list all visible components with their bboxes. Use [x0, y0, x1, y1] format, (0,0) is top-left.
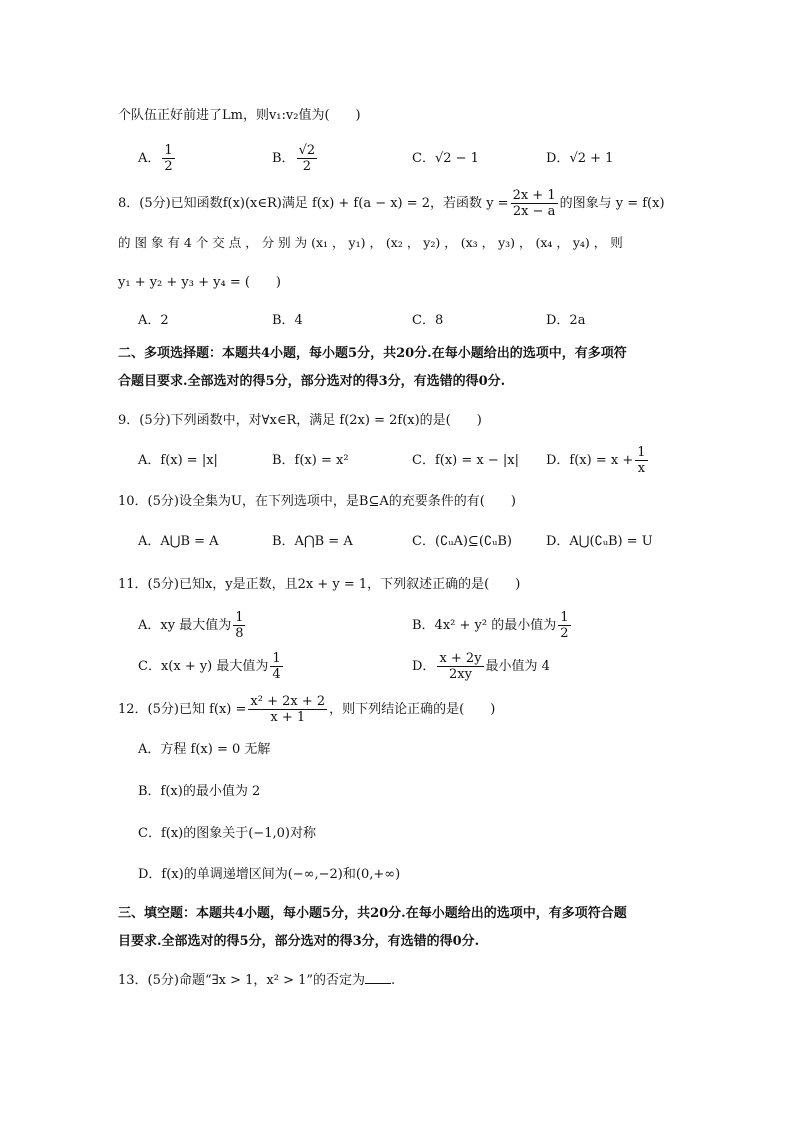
q13-stem: 13．(5分)命题“∃x > 1，x² > 1”的否定为 . — [118, 973, 396, 988]
q10-option-b: B．A⋂B = A — [272, 534, 353, 549]
q7-stem-tail: 个队伍正好前进了Lm，则v₁:v₂值为( ) — [118, 108, 361, 123]
q9-stem: 9．(5分)下列函数中，对∀x∈R，满足 f(2x) = 2f(x)的是( ) — [118, 413, 482, 428]
q9-option-d: D．f(x) = x + $\frac{1}{x}$ — [546, 445, 646, 476]
fraction: $\frac{1}{2}$ — [164, 143, 173, 174]
section3-heading-line2: 目要求.全部选对的得5分，部分选对的得3分，有选错的得0分. — [118, 934, 480, 949]
q11-stem: 11．(5分)已知x，y是正数，且2x + y = 1，下列叙述正确的是( ) — [118, 577, 521, 592]
q12-option-d: D．f(x)的单调递增区间为(−∞,−2)和(0,+∞) — [138, 867, 401, 882]
q8-stem-line3: y₁ + y₂ + y₃ + y₄ = ( ) — [118, 275, 281, 290]
fraction: $\frac{1}{x}$ — [637, 445, 646, 476]
fraction: $\frac{√2}{2}$ — [298, 143, 316, 174]
q9-option-b: B．f(x) = x² — [272, 453, 349, 468]
fraction: $\frac{x + 2y}{2xy}$ — [439, 651, 482, 682]
q10-option-a: A．A⋃B = A — [138, 534, 219, 549]
q10-stem: 10．(5分)设全集为U，在下列选项中，是B⊆A的充要条件的有( ) — [118, 494, 516, 509]
q11-option-d: D． $\frac{x + 2y}{2xy}$ 最小值为 4 — [412, 651, 550, 682]
q7-option-a: A． $\frac{1}{2}$ — [138, 143, 173, 174]
fraction: $\frac{1}{2}$ — [560, 610, 569, 641]
q12-stem: 12．(5分)已知 f(x) = $\frac{\text{x² + 2x + 2}}{x + 1}$ ，则下列结论正确的是( ) — [118, 694, 496, 725]
fraction: $\frac{1}{8}$ — [235, 610, 244, 641]
section2-heading-line2: 合题目要求.全部选对的得5分，部分选对的得3分，有选错的得0分. — [118, 374, 506, 389]
q8-option-b: B．4 — [272, 313, 303, 328]
answer-blank — [365, 971, 391, 984]
fraction: $\frac{1}{4}$ — [272, 651, 281, 682]
q7-option-c: C．√2 − 1 — [412, 151, 479, 166]
q8-option-c: C．8 — [412, 313, 444, 328]
q7-option-b: B． $\frac{√2}{2}$ — [272, 143, 316, 174]
q12-option-c: C．f(x)的图象关于(−1,0)对称 — [138, 826, 316, 841]
q9-option-c: C．f(x) = x − |x| — [412, 453, 519, 468]
q10-option-d: D．A⋃(∁ᵤB) = U — [546, 534, 653, 549]
section2-heading-line1: 二、多项选择题：本题共4小题，每小题5分，共20分.在每小题给出的选项中，有多项符 — [118, 346, 627, 361]
q11-option-b: B．4x² + y² 的最小值为 $\frac{1}{2}$ — [412, 610, 569, 641]
q11-option-c: C．x(x + y) 最大值为 $\frac{1}{4}$ — [138, 651, 281, 682]
q12-option-a: A．方程 f(x) = 0 无解 — [138, 742, 271, 757]
fraction: $\frac{\text{x² + 2x + 2}}{x + 1}$ — [250, 694, 326, 725]
q7-option-d: D．√2 + 1 — [546, 151, 614, 166]
q9-option-a: A．f(x) = |x| — [138, 453, 218, 468]
section3-heading-line1: 三、填空题：本题共4小题，每小题5分，共20分.在每小题给出的选项中，有多项符合题 — [118, 906, 627, 921]
fraction: $\frac{2x + 1}{2x - a}$ — [512, 188, 556, 219]
q8-stem-line2: 的 图 象 有 4 个 交 点 ， 分 别 为 (x₁ ， y₁) ， (x₂ ， y₂) ， (x₃ ， y₃) ， (x₄ ， y₄) ， 则 — [118, 235, 623, 250]
q8-option-d: D．2a — [546, 313, 586, 328]
q12-option-b: B．f(x)的最小值为 2 — [138, 784, 261, 799]
q11-option-a: A．xy 最大值为 $\frac{1}{8}$ — [138, 610, 244, 641]
q8-option-a: A．2 — [138, 313, 169, 328]
q8-stem-line1: 8．(5分)已知函数f(x)(x∈R)满足 f(x) + f(a − x) = 2，若函数 y = $\frac{2x + 1}{2x - a}$ 的图象与 y = f(x) — [118, 188, 665, 219]
q10-option-c: C．(∁ᵤA)⊆(∁ᵤB) — [412, 534, 512, 549]
